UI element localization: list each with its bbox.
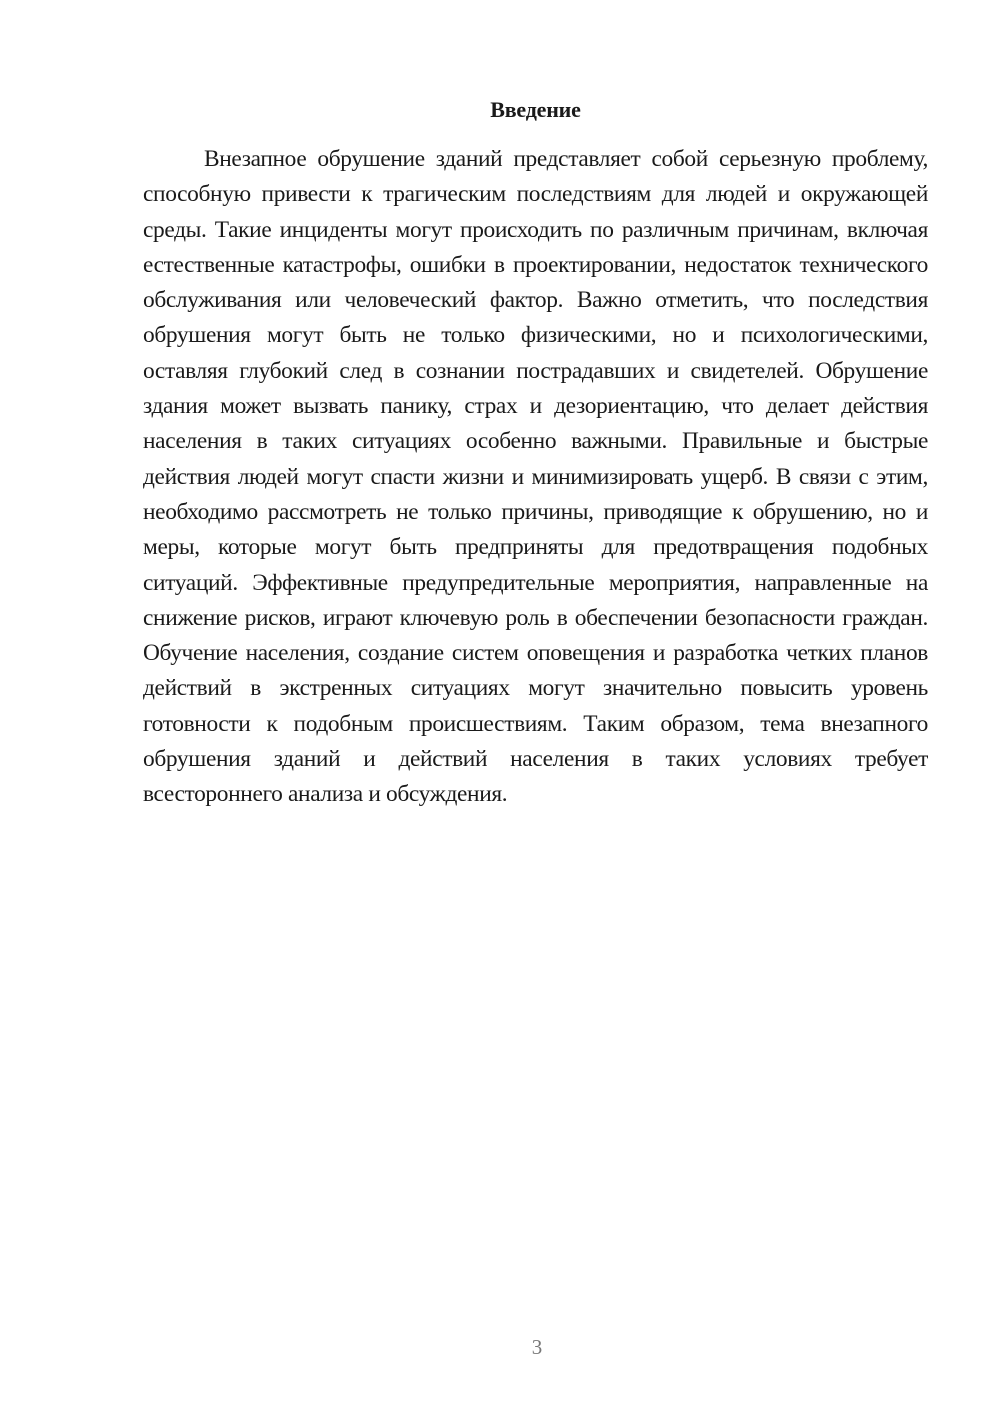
section-heading: Введение — [490, 97, 581, 122]
page-number: 3 — [531, 1335, 543, 1359]
intro-paragraph: Внезапное обрушение зданий представляет собой серьезную проблему, способную привести к трагическим последствиям для людей и окружающей среды. Такие инциденты могут происходить по различным причинам, включая естественные катастрофы, ошибки в проектировании, недостаток технического обслуживания или человеческий фактор. Важно отметить, что последствия обрушения могут быть не только физическими, но и психологическими, оставляя глубокий след в сознании пострадавших и свидетелей. Обрушение здания может вызвать панику, страх и дезориентацию, что делает действия населения в таких ситуациях особенно важными. Правильные и быстрые действия людей могут спасти жизни и минимизировать ущерб. В связи с этим, необходимо рассмотреть не только причины, приводящие к обрушению, но и меры, которые могут быть предприняты для предотвращения подобных ситуаций. Эффективные предупредительные мероприятия, направленные на снижение рисков, играют ключевую роль в обеспечении безопасности граждан. Обучение населения, создание систем оповещения и разработка четких планов действий в экстренных ситуациях могут значительно повысить уровень готовности к подобным происшествиям. Таким образом, тема внезапного обрушения зданий и действий населения в таких условиях требует всестороннего анализа и обсуждения. — [143, 146, 928, 808]
